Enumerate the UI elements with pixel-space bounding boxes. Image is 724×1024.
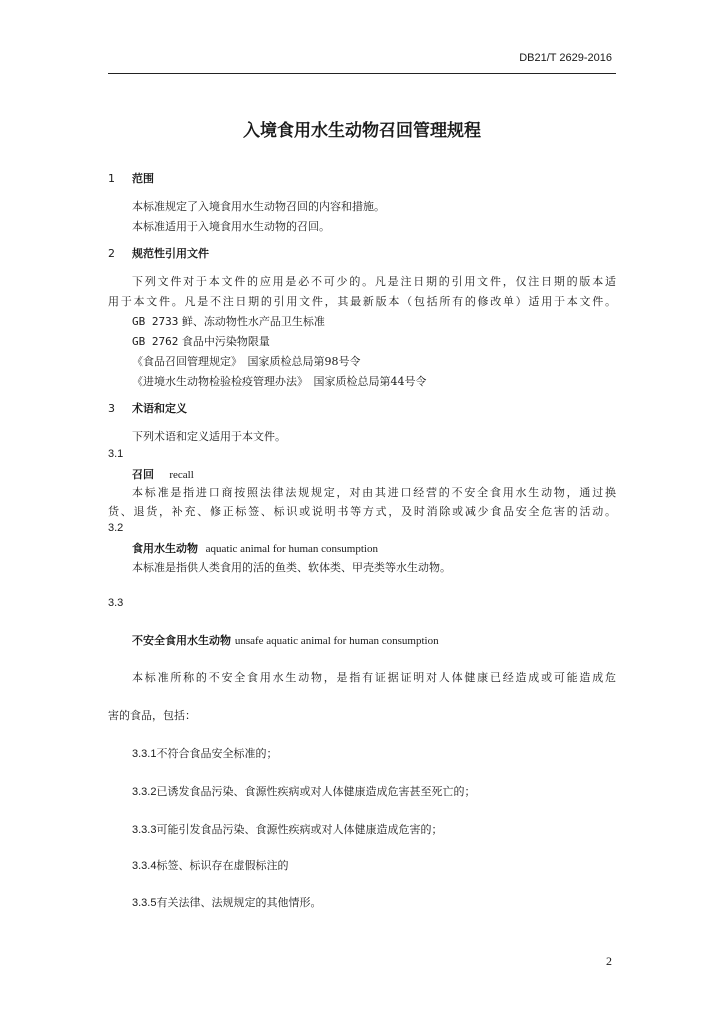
item-text: 有关法律、法规规定的其他情形。 — [156, 896, 322, 909]
term-heading — [132, 540, 378, 556]
paragraph: 本标准适用于入境食用水生动物的召回。 — [132, 220, 330, 233]
reference-title: 食品中污染物限量 — [181, 335, 270, 348]
clause-number: 3.3 — [108, 597, 124, 609]
item-number: 3.3.4 — [132, 860, 157, 872]
paragraph: 货、退货，补充、修正标签、标识或说明书等方式，及时消除或减少食品安全危害的活动。 — [108, 505, 616, 518]
term-en: unsafe aquatic animal for human consumption — [234, 635, 439, 647]
paragraph: 害的食品，包括： — [108, 709, 196, 722]
reference-title: 《进境水生动物检验检疫管理办法》 国家质检总局第44号令 — [132, 375, 427, 388]
section-1-heading — [108, 170, 154, 186]
section-title: 范围 — [132, 172, 154, 185]
section-2-heading — [108, 245, 209, 261]
item-number: 3.3.1 — [132, 748, 157, 760]
section-number: 3 — [108, 402, 115, 415]
item-text: 标签、标识存在虚假标注的 — [156, 859, 289, 872]
list-item — [132, 745, 277, 761]
list-item — [132, 783, 475, 799]
reference-title: 鲜、冻动物性水产品卫生标准 — [181, 315, 325, 328]
term-zh: 召回 — [132, 468, 154, 481]
term-heading — [132, 466, 194, 482]
header-rule — [108, 73, 616, 74]
paragraph: 本标准所称的不安全食用水生动物，是指有证据证明对人体健康已经造成或可能造成危 — [132, 671, 616, 684]
item-number: 3.3.3 — [132, 824, 157, 836]
term-zh: 食用水生动物 — [132, 542, 198, 555]
section-3-heading — [108, 400, 187, 416]
paragraph: 本标准是指进口商按照法律法规规定，对由其进口经营的不安全食用水生动物，通过换 — [132, 486, 616, 499]
clause-number: 3.2 — [108, 522, 124, 534]
term-heading — [132, 632, 439, 648]
item-text: 可能引发食品污染、食源性疾病或对人体健康造成危害的； — [156, 823, 443, 836]
paragraph: 用于本文件。凡是不注日期的引用文件，其最新版本（包括所有的修改单）适用于本文件。 — [108, 295, 616, 308]
page-number: 2 — [606, 954, 612, 968]
section-title: 规范性引用文件 — [132, 247, 209, 260]
term-en: aquatic animal for human consumption — [205, 543, 378, 555]
list-item — [132, 821, 442, 837]
reference-title: 《食品召回管理规定》 国家质检总局第98号令 — [132, 355, 361, 368]
clause-number: 3.1 — [108, 448, 124, 460]
paragraph: 本标准规定了入境食用水生动物召回的内容和措施。 — [132, 200, 385, 213]
reference-item — [132, 373, 427, 389]
reference-code: GB 2733 — [132, 315, 179, 328]
paragraph: 下列术语和定义适用于本文件。 — [132, 430, 286, 443]
section-title: 术语和定义 — [132, 402, 187, 415]
item-number: 3.3.2 — [132, 786, 157, 798]
item-number: 3.3.5 — [132, 897, 157, 909]
term-zh: 不安全食用水生动物 — [132, 634, 231, 647]
item-text: 不符合食品安全标准的； — [156, 747, 278, 760]
reference-code: GB 2762 — [132, 335, 179, 348]
reference-item — [132, 333, 270, 349]
section-number: 1 — [108, 172, 115, 185]
paragraph: 下列文件对于本文件的应用是必不可少的。凡是注日期的引用文件，仅注日期的版本适 — [132, 275, 616, 288]
item-text: 已诱发食品污染、食源性疾病或对人体健康造成危害甚至死亡的； — [156, 785, 476, 798]
list-item — [132, 894, 321, 910]
list-item — [132, 857, 288, 873]
document-title: 入境食用水生动物召回管理规程 — [243, 121, 481, 141]
document-number: DB21/T 2629-2016 — [519, 52, 612, 64]
reference-item — [132, 313, 325, 329]
term-en: recall — [169, 469, 194, 481]
paragraph: 本标准是指供人类食用的活的鱼类、软体类、甲壳类等水生动物。 — [132, 561, 451, 574]
section-number: 2 — [108, 247, 115, 260]
reference-item — [132, 353, 361, 369]
